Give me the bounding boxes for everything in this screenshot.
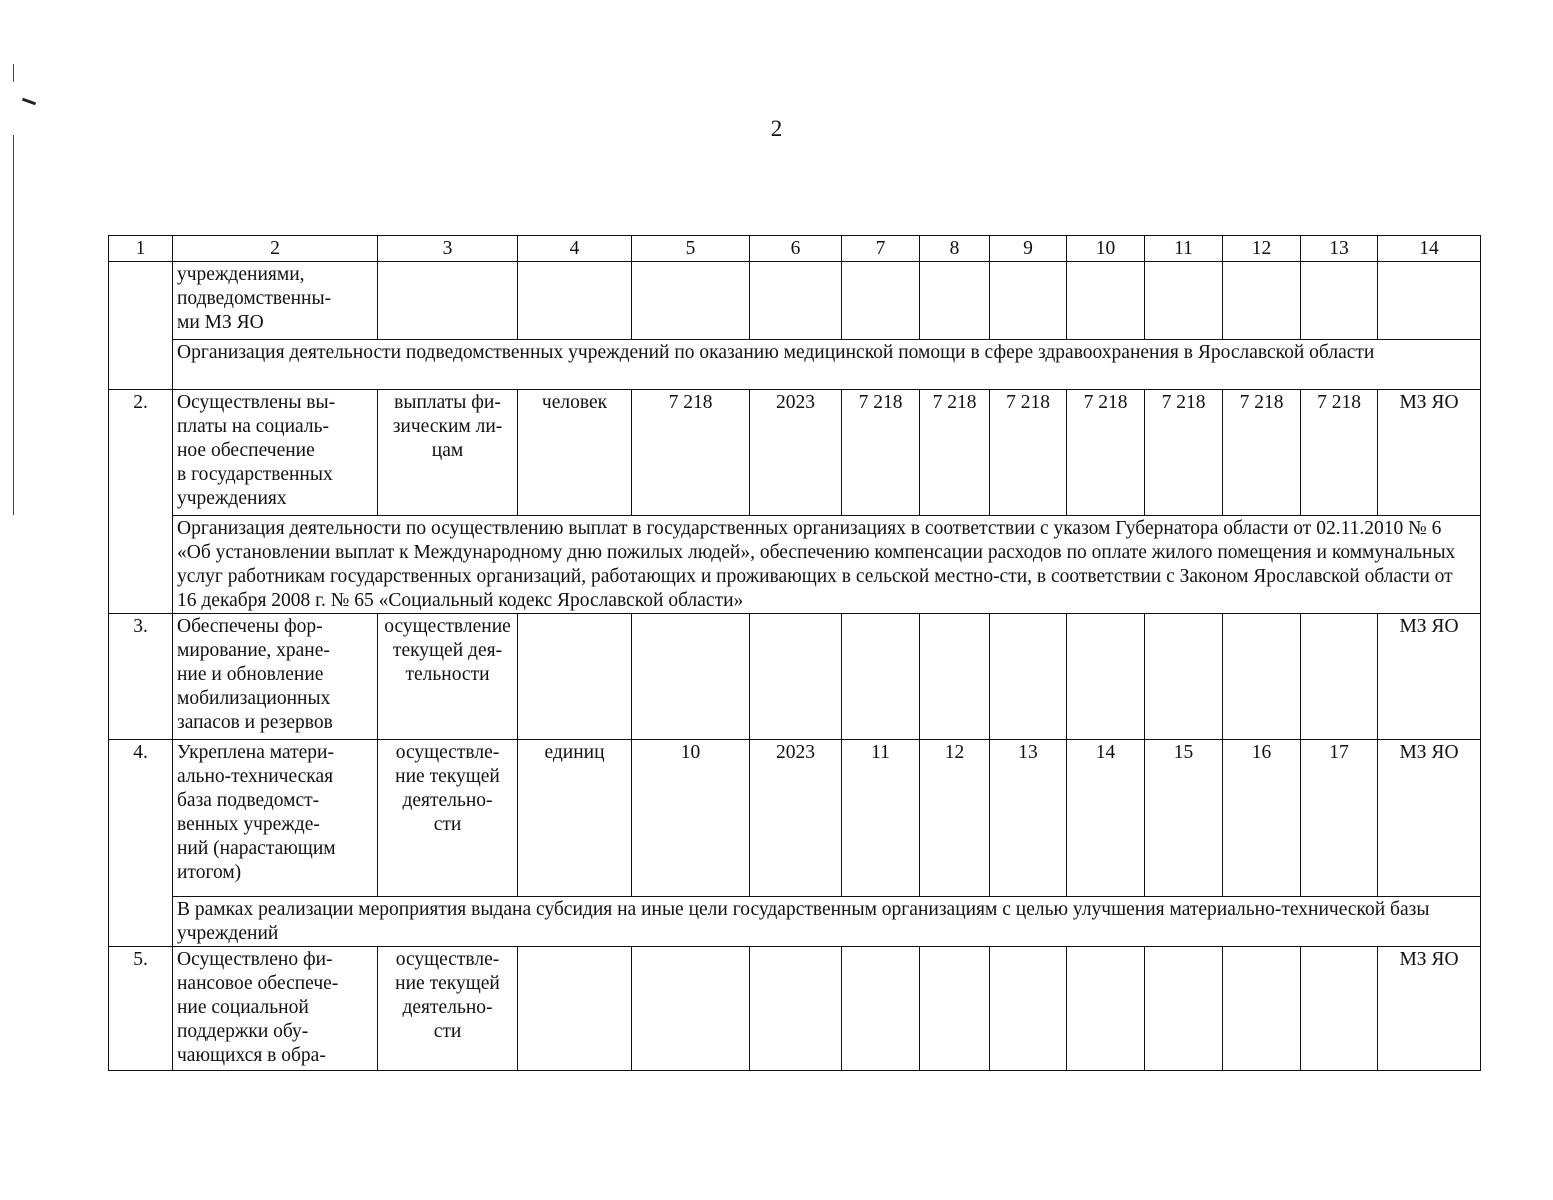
note-text: Организация деятельности по осуществлению выплат в государственных организациях в соответствии с указом Губернатора области от 02.11.2010 № 6 «Об установлении выплат к Международному дню пожилых людей», обеспечению компенсации расходов по оплате жилого помещения и коммунальных услуг работникам государственных организаций, работающих и проживающих в сельской местно-сти, в соответствии с Законом Ярославской области от 16 декабря 2008 г. № 65 «Социальный кодекс Ярославской области» [173,516,1481,614]
header-cell: 14 [1378,236,1481,262]
header-cell: 2 [173,236,378,262]
header-cell: 7 [842,236,920,262]
value-cell: 7 218 [1301,390,1378,516]
table-row [109,740,1481,897]
scan-edge-line [13,64,14,82]
value-cell: 7 218 [1145,390,1223,516]
note-text: Организация деятельности подведомственных учреждений по оказанию медицинской помощи в сфере здравоохранения в Ярославской области [173,340,1481,390]
value-cell: 16 [1223,740,1301,897]
value-cell: 17 [1301,740,1378,897]
value-cell [842,947,920,1071]
empty-cell [920,262,990,340]
base-year-cell [750,947,842,1071]
empty-cell [1145,262,1223,340]
value-cell [1223,614,1301,740]
row-number: 4. [109,740,173,947]
result-cell: Осуществлено фи- нансовое обеспече- ние социальной поддержки обу- чающихся в обра- [173,947,378,1071]
base-value-cell [632,947,750,1071]
header-cell: 13 [1301,236,1378,262]
unit-cell [518,947,632,1071]
value-cell [842,614,920,740]
value-cell: 15 [1145,740,1223,897]
base-year-cell [750,614,842,740]
base-year-cell: 2023 [750,740,842,897]
result-cell: Укреплена матери- ально-техническая база подведомст- венных учрежде- ний (нарастающим итогом) [173,740,378,897]
header-cell: 12 [1223,236,1301,262]
value-cell [1067,947,1145,1071]
empty-cell [750,262,842,340]
table-header-row [109,236,1481,262]
empty-cell [518,262,632,340]
value-cell [990,614,1067,740]
empty-cell [842,262,920,340]
responsible-cell: МЗ ЯО [1378,947,1481,1071]
base-value-cell: 10 [632,740,750,897]
table-row [109,262,1481,340]
base-value-cell [632,614,750,740]
value-cell: 7 218 [990,390,1067,516]
note-text: В рамках реализации мероприятия выдана субсидия на иные цели государственным организациям с целью улучшения материально-технической базы учреждений [173,897,1481,947]
value-cell: 7 218 [1223,390,1301,516]
responsible-cell: МЗ ЯО [1378,390,1481,516]
indicators-table [108,235,1481,1071]
value-cell [1301,947,1378,1071]
row-number-cell [109,262,173,390]
type-cell: выплаты фи- зическим ли- цам [378,390,518,516]
empty-cell [1378,262,1481,340]
table-note-row [109,516,1481,614]
value-cell [920,947,990,1071]
header-cell: 8 [920,236,990,262]
responsible-cell: МЗ ЯО [1378,614,1481,740]
header-cell: 1 [109,236,173,262]
type-cell: осуществле- ние текущей деятельно- сти [378,947,518,1071]
header-cell: 10 [1067,236,1145,262]
empty-cell [1223,262,1301,340]
empty-cell [990,262,1067,340]
unit-cell: единиц [518,740,632,897]
value-cell [1145,614,1223,740]
scan-mark [22,98,36,106]
base-year-cell: 2023 [750,390,842,516]
header-cell: 5 [632,236,750,262]
empty-cell [632,262,750,340]
header-cell: 11 [1145,236,1223,262]
row-number: 2. [109,390,173,614]
header-cell: 6 [750,236,842,262]
table-row [109,947,1481,1071]
header-cell: 9 [990,236,1067,262]
value-cell [1145,947,1223,1071]
result-cell: учреждениями, подведомственны- ми МЗ ЯО [173,262,378,340]
unit-cell [518,614,632,740]
result-cell: Осуществлены вы- платы на социаль- ное обеспечение в государственных учреждениях [173,390,378,516]
empty-cell [1067,262,1145,340]
value-cell: 12 [920,740,990,897]
header-cell: 3 [378,236,518,262]
empty-cell [1301,262,1378,340]
row-number: 3. [109,614,173,740]
value-cell: 11 [842,740,920,897]
value-cell: 7 218 [920,390,990,516]
value-cell [1223,947,1301,1071]
table-row [109,614,1481,740]
value-cell [1067,614,1145,740]
responsible-cell: МЗ ЯО [1378,740,1481,897]
table-row [109,390,1481,516]
header-cell: 4 [518,236,632,262]
empty-cell [378,262,518,340]
value-cell: 13 [990,740,1067,897]
base-value-cell: 7 218 [632,390,750,516]
value-cell [920,614,990,740]
value-cell: 14 [1067,740,1145,897]
scan-edge-line [13,135,14,515]
result-cell: Обеспечены фор- мирование, хране- ние и обновление мобилизационных запасов и резервов [173,614,378,740]
unit-cell: человек [518,390,632,516]
value-cell: 7 218 [842,390,920,516]
type-cell: осуществление текущей дея- тельности [378,614,518,740]
page-number: 2 [770,116,783,141]
value-cell [1301,614,1378,740]
value-cell [990,947,1067,1071]
row-number: 5. [109,947,173,1071]
table-note-row [109,897,1481,947]
table-note-row [109,340,1481,390]
value-cell: 7 218 [1067,390,1145,516]
type-cell: осуществле- ние текущей деятельно- сти [378,740,518,897]
